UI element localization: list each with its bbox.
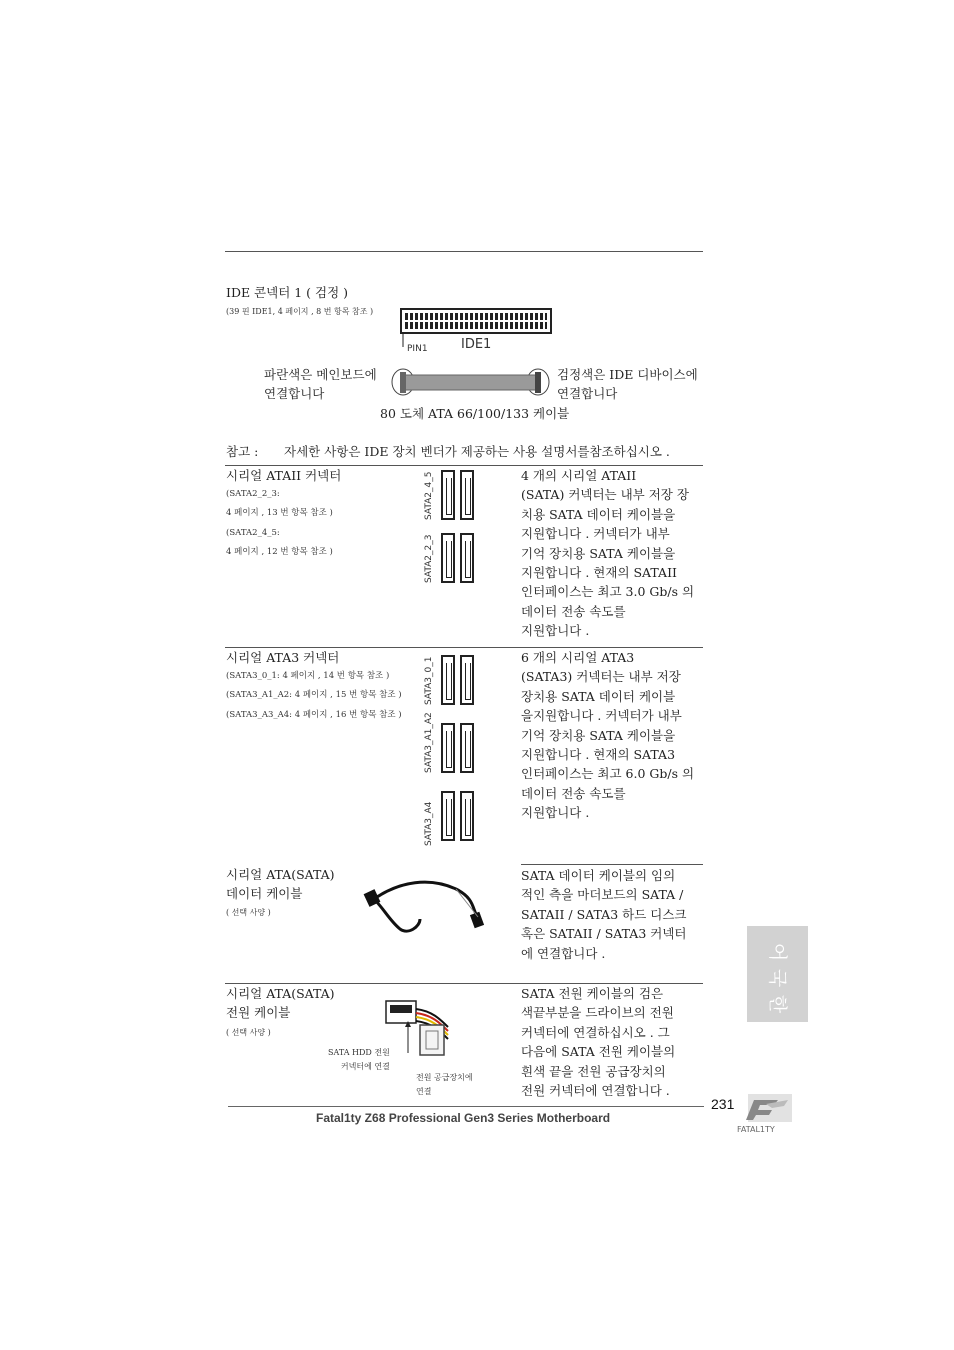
footer-rule [228,1106,704,1107]
sata2-port-label: SATA2_4_5 [424,471,434,520]
sata3-port-label: SATA3_A4 [424,801,434,846]
sata2-port-label: SATA2_2_3 [424,534,434,583]
ide-right-note: 검정색은 IDE 디바이스에 연결합니다 [557,367,698,402]
sata-power-optional: ( 선택 사양 ) [226,1028,271,1037]
sata2-port [441,533,455,583]
sata-cable-title: 시리얼 ATA(SATA) 데이터 케이블 [226,867,335,902]
sata3-port [460,655,474,705]
ide-title: IDE 콘넥터 1 ( 검정 ) [226,285,349,300]
fatal1ty-logo [736,1094,794,1136]
sata2-port [460,470,474,520]
sata-cable-optional: ( 선택 사양 ) [226,908,271,917]
sata3-desc: 6 개의 시리얼 ATA3 (SATA3) 커넥터는 내부 저장 장치용 SATA 데이터 케이블 을지원합니다 . 커넥터가 내부 기억 장치용 SATA 케이블을 지원합니다 . 현재의 SATA3 인터페이스는 최고 6.0 Gb/s 의 데이터 전송 속도를 지원합니다 . [521,650,695,821]
psu-label: 전원 공급장치에 연결 [416,1073,473,1096]
language-tab-char: 어 [766,942,789,962]
sata2-refs: (SATA2_2_3: 4 페이지 , 13 번 항목 참조 ) (SATA2_4_5: 4 페이지 , 12 번 항목 참조 ) [226,489,333,558]
language-tab [747,926,808,1022]
ide-cable-caption: 80 도체 ATA 66/100/133 케이블 [380,406,570,421]
note-label: 참고 : [226,444,259,459]
language-tab-char: 국 [766,968,789,988]
sata3-port [441,723,455,773]
sata2-title: 시리얼 ATAII 커넥터 [226,468,342,483]
sata2-port [460,533,474,583]
note-text: 자세한 사항은 IDE 장치 벤더가 제공하는 사용 설명서를참조하십시오 . [284,444,670,459]
sata-hdd-label: SATA HDD 전원 커넥터에 연결 [328,1048,390,1071]
footer-model: Fatal1ty Z68 Professional Gen3 Series Motherboard [316,1111,611,1125]
ide-chip-label: IDE1 [461,337,492,352]
ide-pin1-label: PIN1 [407,344,428,354]
sata3-port-label: SATA3_A1_A2 [424,712,434,773]
sata-power-desc: SATA 전원 케이블의 검은 색끝부분을 드라이브의 전원 커넥터에 연결하십시오 . 그 다음에 SATA 전원 케이블의 흰색 끝을 전원 공급장치의 전원 커넥터에 연결합니다 . [521,986,676,1099]
sata3-title: 시리얼 ATA3 커넥터 [226,650,340,665]
page-number: 231 [711,1096,735,1112]
top-rule [225,251,703,252]
sata3-port [460,723,474,773]
language-tab-char: 한 [766,994,789,1014]
sata-power-cable-image [380,995,475,1060]
sata3-port [441,655,455,705]
ide-ribbon-cable [389,366,554,400]
sata2-port [441,470,455,520]
sata2-desc: 4 개의 시리얼 ATAII (SATA) 커넥터는 내부 저장 장 치용 SATA 데이터 케이블을 지원합니다 . 커넥터가 내부 기억 장치용 SATA 케이블을 지원합니다 . 현재의 SATAII 인터페이스는 최고 3.0 Gb/s 의 데이터 전송 속도를 지원합니다 . [521,468,695,639]
sata3-refs: (SATA3_0_1: 4 페이지 , 14 번 항목 참조 ) (SATA3_A1_A2: 4 페이지 , 15 번 항목 참조 ) (SATA3_A3_A4: 4 페이지 , 16 번 항목 참조 ) [226,671,402,720]
section-rule [521,864,703,865]
sata-power-title: 시리얼 ATA(SATA) 전원 케이블 [226,986,335,1021]
ide-connector-body [401,309,551,333]
sata-cable-desc: SATA 데이터 케이블의 임의 적인 측을 마더보드의 SATA / SATAII / SATA3 하드 디스크 혹은 SATAII / SATA3 커넥터 에 연결합니다 . [521,868,687,961]
ide-left-note: 파란색은 메인보드에 연결합니다 [264,367,377,402]
sata-data-cable-image [360,875,490,945]
sata3-port [460,791,474,841]
ide-connector-diagram [395,305,560,355]
logo-text: FATAL1TY [737,1125,775,1134]
sata3-port [441,791,455,841]
ide-ref: (39 핀 IDE1, 4 페이지 , 8 번 항목 참조 ) [226,307,374,316]
sata3-port-label: SATA3_0_1 [424,656,434,705]
